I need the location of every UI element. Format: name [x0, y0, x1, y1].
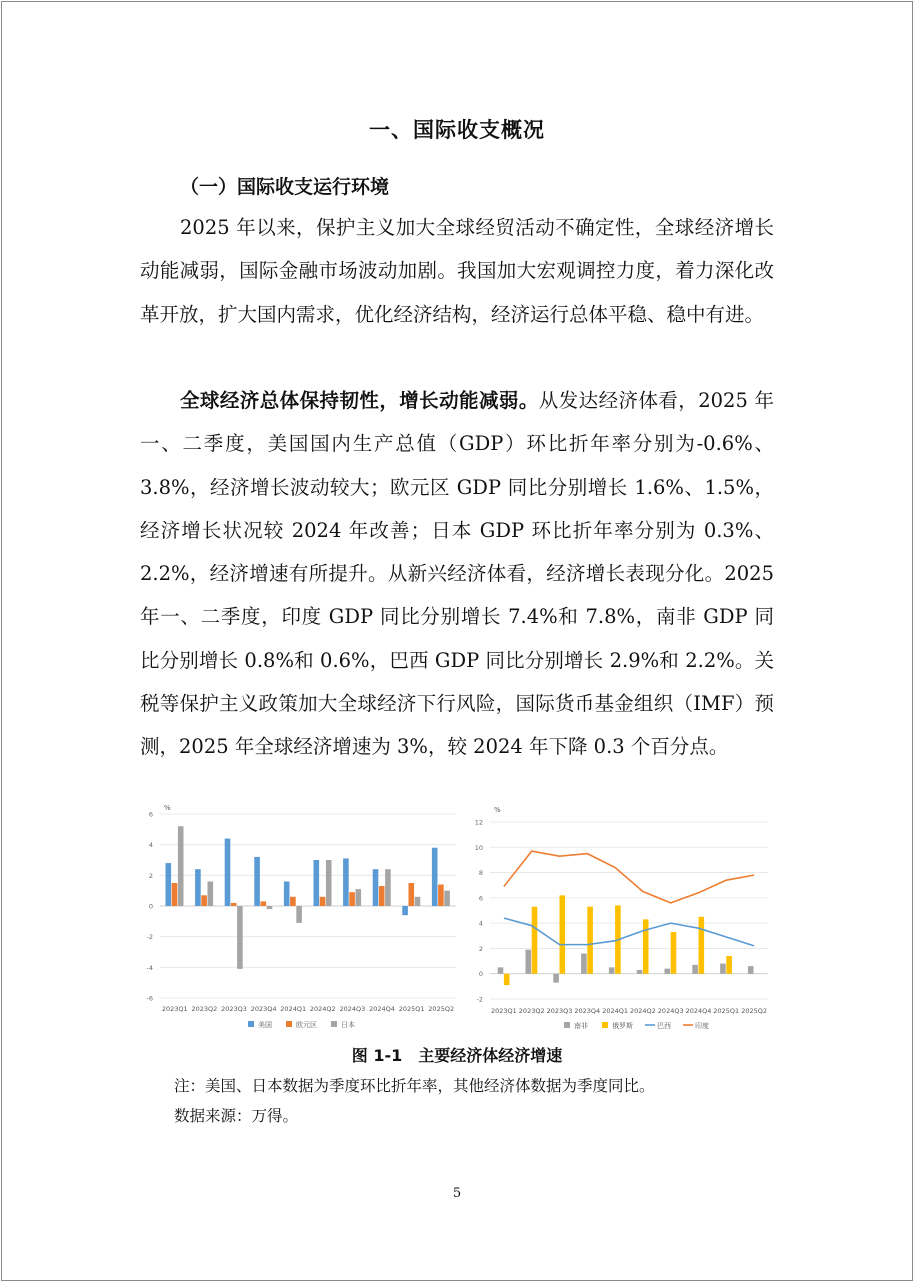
x-tick-label: 2024Q1	[602, 1007, 628, 1015]
x-tick-label: 2024Q4	[685, 1007, 712, 1015]
y-tick-label: 4	[478, 919, 483, 928]
x-tick-label: 2024Q2	[630, 1007, 656, 1015]
y-tick-label: 0	[478, 970, 483, 979]
x-tick-label: 2023Q2	[518, 1007, 545, 1015]
legend-label-日本: 日本	[341, 1021, 355, 1029]
figure-caption	[0, 1043, 914, 1066]
x-tick-label: 2023Q3	[546, 1007, 573, 1015]
bar-美国-2023Q1	[166, 863, 172, 906]
bar-欧元区-2025Q1	[409, 883, 415, 906]
legend-swatch-俄罗斯	[602, 1022, 608, 1028]
x-tick-label: 2023Q1	[491, 1007, 517, 1015]
bar-欧元区-2024Q1	[290, 897, 296, 906]
bar-南非-2025Q2	[748, 966, 754, 974]
figure-note: 注：美国、日本数据为季度环比折年率，其他经济体数据为季度同比。	[174, 1077, 655, 1095]
y-tick-label: -6	[146, 994, 153, 1003]
x-tick-label: 2024Q2	[309, 1005, 336, 1013]
bar-美国-2024Q2	[314, 860, 320, 906]
x-tick-label: 2023Q3	[221, 1005, 247, 1013]
bar-俄罗斯-2025Q1	[726, 956, 732, 974]
bar-欧元区-2025Q2	[438, 885, 444, 906]
x-tick-label: 2025Q1	[713, 1007, 740, 1015]
bar-日本-2023Q4	[267, 906, 273, 909]
bar-美国-2024Q1	[284, 881, 290, 906]
y-tick-label: -2	[476, 995, 483, 1004]
x-tick-label: 2024Q3	[339, 1005, 366, 1013]
y-tick-label: -2	[146, 933, 153, 942]
legend-label-印度: 印度	[695, 1022, 709, 1030]
bar-俄罗斯-2024Q4	[699, 917, 705, 974]
bar-欧元区-2023Q1	[172, 883, 178, 906]
y-tick-label: 2	[148, 871, 153, 880]
x-tick-label: 2024Q4	[369, 1005, 395, 1013]
bar-日本-2023Q2	[208, 881, 214, 906]
bar-美国-2023Q2	[195, 869, 201, 906]
bar-南非-2024Q3	[665, 969, 671, 974]
bar-欧元区-2023Q2	[201, 895, 207, 906]
paragraph-global-economy	[140, 379, 774, 769]
bar-日本-2024Q2	[326, 860, 332, 906]
legend-label-俄罗斯: 俄罗斯	[612, 1022, 633, 1030]
bar-俄罗斯-2024Q3	[671, 932, 677, 974]
bar-美国-2025Q1	[402, 906, 408, 915]
bar-俄罗斯-2023Q1	[504, 974, 510, 985]
bar-南非-2023Q2	[526, 950, 532, 974]
legend-label-美国: 美国	[258, 1021, 272, 1029]
bar-俄罗斯-2024Q2	[643, 919, 649, 973]
x-tick-label: 2025Q2	[741, 1007, 767, 1015]
bar-日本-2025Q1	[415, 897, 421, 906]
bar-南非-2023Q3	[553, 974, 559, 983]
y-tick-label: 6	[148, 810, 153, 819]
bar-俄罗斯-2023Q4	[587, 907, 593, 974]
y-tick-label: 10	[474, 843, 483, 852]
x-tick-label: 2025Q1	[398, 1005, 425, 1013]
y-tick-label: 6	[478, 894, 483, 903]
figure-number: 图 1-1	[351, 1046, 403, 1065]
bar-美国-2024Q3	[343, 858, 349, 906]
paragraph-environment: 2025 年以来，保护主义加大全球经贸活动不确定性，全球经济增长动能减弱，国际金融市场波动加剧。我国加大宏观调控力度，着力深化改革开放，扩大国内需求，优化经济结构，经济运行总体平稳、稳中有进。	[140, 216, 774, 326]
chart-emerging-economies	[470, 800, 770, 1036]
bar-日本-2023Q3	[237, 906, 243, 969]
y-tick-label: 8	[478, 869, 483, 878]
x-tick-label: 2023Q2	[191, 1005, 218, 1013]
bar-欧元区-2023Q3	[231, 903, 237, 906]
legend-swatch-欧元区	[286, 1021, 292, 1027]
y-tick-label: 0	[148, 902, 153, 911]
section-title: 一、国际收支概况	[369, 118, 545, 142]
x-tick-label: 2025Q2	[428, 1005, 455, 1013]
y-tick-label: -4	[146, 963, 153, 972]
y-tick-label: 2	[478, 944, 483, 953]
figure-source: 数据来源：万得。	[174, 1107, 299, 1125]
legend-label-欧元区: 欧元区	[296, 1021, 317, 1029]
bar-美国-2023Q4	[254, 857, 260, 906]
bar-俄罗斯-2023Q3	[560, 895, 566, 973]
bar-南非-2023Q4	[581, 953, 587, 973]
figure-title: 主要经济体经济增速	[418, 1046, 563, 1065]
bar-南非-2024Q1	[609, 967, 615, 973]
bar-美国-2024Q4	[373, 869, 379, 906]
bar-欧元区-2024Q3	[349, 892, 355, 906]
bar-日本-2024Q3	[356, 889, 362, 906]
y-tick-label: 4	[148, 841, 153, 850]
bar-南非-2024Q2	[637, 970, 643, 974]
sub-section-title: （一）国际收支运行环境	[180, 176, 390, 198]
y-tick-label: 12	[474, 818, 483, 827]
x-tick-label: 2023Q4	[574, 1007, 601, 1015]
bar-日本-2023Q1	[178, 826, 184, 906]
legend-label-南非: 南非	[574, 1022, 588, 1030]
bar-欧元区-2024Q4	[379, 886, 385, 906]
y-axis-unit: %	[164, 804, 171, 812]
bar-欧元区-2024Q2	[320, 897, 326, 906]
legend-label-巴西: 巴西	[657, 1022, 671, 1030]
bar-日本-2024Q1	[296, 906, 302, 923]
line-巴西	[504, 918, 754, 946]
legend-swatch-日本	[331, 1021, 337, 1027]
bar-美国-2023Q3	[225, 839, 231, 906]
page-number: 5	[452, 1186, 462, 1201]
y-axis-unit: %	[494, 806, 501, 814]
bar-南非-2023Q1	[498, 967, 504, 973]
bar-南非-2024Q4	[692, 965, 698, 974]
paragraph-lead-sentence: 全球经济总体保持韧性，增长动能减弱。	[180, 389, 539, 412]
bar-日本-2025Q2	[444, 891, 450, 906]
bar-南非-2025Q1	[720, 964, 726, 974]
bar-欧元区-2023Q4	[261, 901, 267, 906]
chart-advanced-economies	[140, 800, 458, 1036]
x-tick-label: 2023Q4	[250, 1005, 277, 1013]
x-tick-label: 2023Q1	[161, 1005, 188, 1013]
legend-swatch-南非	[564, 1022, 570, 1028]
x-tick-label: 2024Q3	[657, 1007, 684, 1015]
paragraph-body: 从发达经济体看，2025 年一、二季度，美国国内生产总值（GDP）环比折年率分别为-0.6%、3.8%，经济增长波动较大；欧元区 GDP 同比分别增长 1.6%、1.5%，经济增长状况较 2024 年改善；日本 GDP 环比折年率分别为 0.3%、2.2%，经济增速有所提升。从新兴经济体看，经济增长表现分化。2025 年一、二季度，印度 GDP 同比分别增长 7.4%和 7.8%，南非 GDP 同比分别增长 0.8%和 0.6%，巴西 GDP 同比分别增长 2.9%和 2.2%。关税等保护主义政策加大全球经济下行风险，国际货币基金组织（IMF）预测，2025 年全球经济增速为 3%，较 2024 年下降 0.3 个百分点。	[140, 389, 774, 759]
bar-日本-2024Q4	[385, 869, 391, 906]
x-tick-label: 2024Q1	[280, 1005, 307, 1013]
bar-美国-2025Q2	[432, 848, 438, 906]
legend-swatch-美国	[248, 1021, 254, 1027]
line-印度	[504, 851, 754, 903]
bar-俄罗斯-2023Q2	[532, 907, 538, 974]
